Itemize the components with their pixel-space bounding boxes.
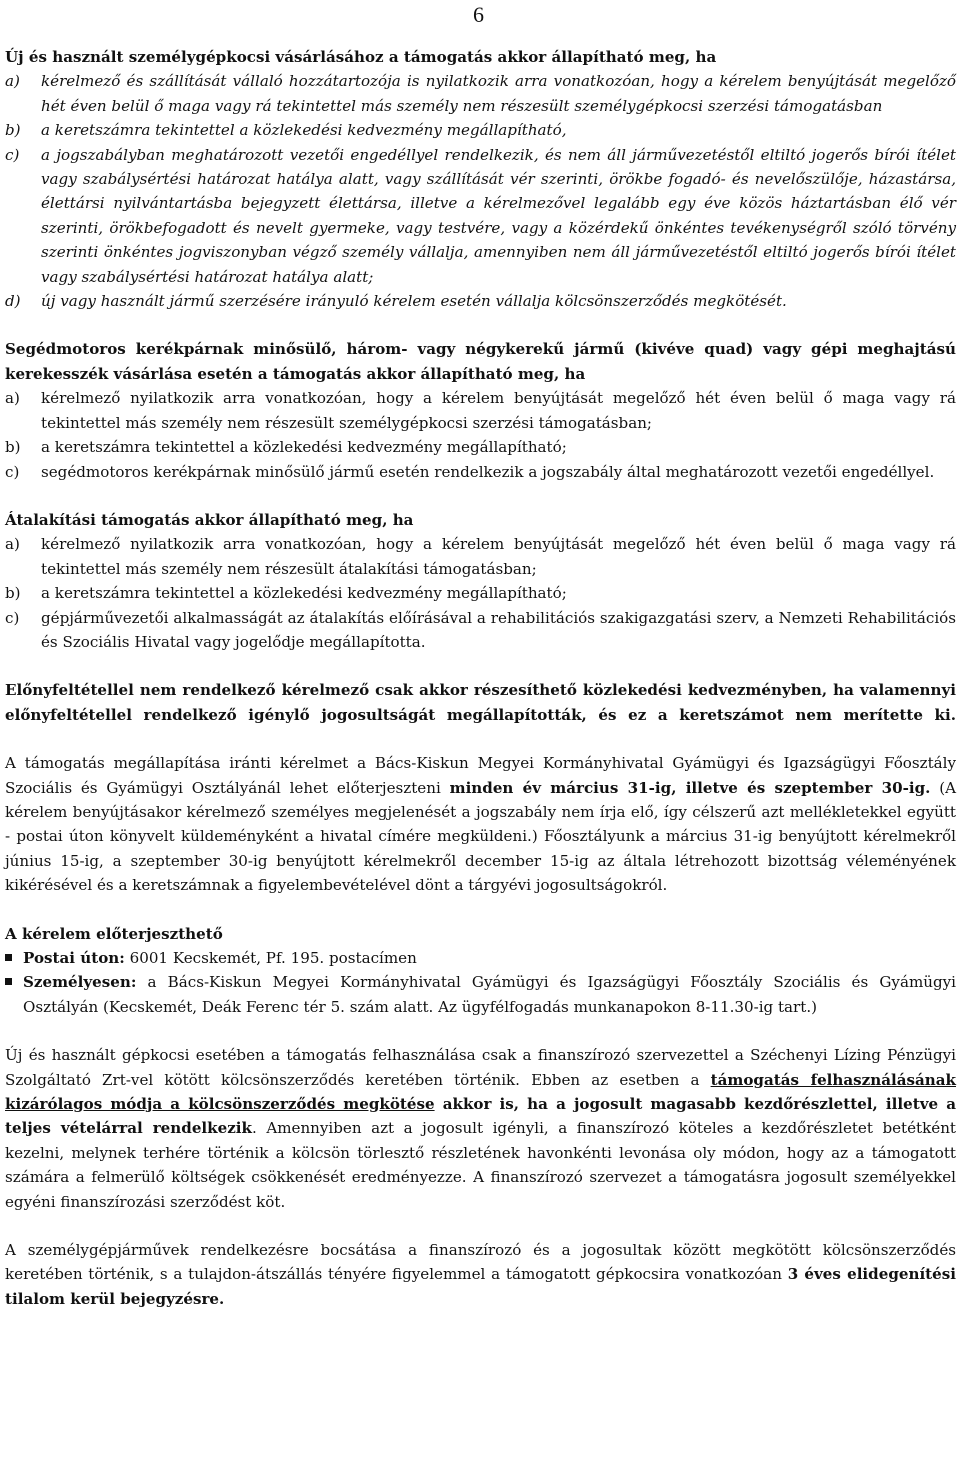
alienation-paragraph: [5, 1238, 956, 1311]
item-label: a): [5, 535, 20, 554]
bullet-label: Postai úton:: [23, 949, 125, 967]
list-item: [5, 435, 956, 459]
item-text: kérelmező nyilatkozik arra vonatkozóan, hogy a kérelem benyújtását megelőző hét éven belül ő maga vagy rá tekintettel más személy nem részesült átalakítási támogatásban;: [41, 535, 956, 578]
where-title: A kérelem előterjeszthető: [5, 924, 223, 943]
item-text: gépjárművezetői alkalmasságát az átalakítás előírásával a rehabilitációs szakigazgatási szerv, a Nemzeti Rehabilitációs és Szociális Hivatal vagy jogelődje megállapította.: [41, 608, 956, 651]
list-item: [5, 289, 956, 313]
submission-paragraph: [5, 751, 956, 897]
bullet-square-icon: [5, 970, 23, 1019]
list-item: [5, 606, 956, 655]
list-item: [5, 946, 956, 970]
list-item: [5, 143, 956, 289]
financing-paragraph: [5, 1043, 956, 1214]
bullet-label: Személyesen:: [23, 973, 137, 992]
list-item: [5, 970, 956, 1019]
item-text: segédmotoros kerékpárnak minősülő jármű esetén rendelkezik a jogszabály által meghatározott vezetői engedéllyel.: [41, 462, 935, 481]
section1-list: [5, 69, 956, 313]
item-label: c): [5, 462, 20, 481]
section3-list: [5, 532, 956, 654]
list-item: [5, 118, 956, 142]
section1-title: Új és használt személygépkocsi vásárlásához a támogatás akkor állapítható meg, ha: [5, 48, 717, 66]
item-label: d): [5, 292, 21, 311]
page-number: 6: [473, 2, 484, 27]
item-text: a keretszámra tekintettel a közlekedési kedvezmény megállapítható;: [41, 584, 567, 603]
item-label: b): [5, 438, 21, 457]
submission-deadline: minden év március 31-ig, illetve és szeptember 30-ig.: [449, 778, 931, 797]
item-label: c): [5, 608, 20, 627]
list-item: [5, 460, 956, 484]
preference-notice: Előnyfeltétellel nem rendelkező kérelmező csak akkor részesíthető közlekedési kedvezményben, ha valamennyi előnyfeltétellel rendelkező igénylő jogosultságát megállapították, és ez a keretszámot nem merítette ki.: [5, 681, 956, 724]
bullet-text: 6001 Kecskemét, Pf. 195. postacímen: [124, 949, 417, 967]
item-text: a keretszámra tekintettel a közlekedési kedvezmény megállapítható;: [41, 438, 567, 457]
item-text: a jogszabályban meghatározott vezetői engedéllyel rendelkezik, és nem áll járművezetéstől eltiltó jogerős bírói ítélet vagy szabálysértési határozat hatálya alatt, vagy szállítását vér szerinti, örökbe fogadó- és nevelőszülője, házastársa, élettársi nyilvántartásba bejegyzett élettársa, illetve a kérelmezővel legalább egy éve közös háztartásban élő vér szerinti, örökbefogadott és nevelt gyermeke, vagy testvére, vagy a közérdekű önkéntes tevékenységről szóló törvény szerinti önkéntes jogviszonyban végző személy vállalja, amennyiben nem áll járművezetéstől eltiltó jogerős bírói ítélet vagy szabálysértési határozat hatálya alatt;: [41, 145, 956, 286]
item-label: b): [5, 584, 21, 603]
section2-list: [5, 386, 956, 484]
item-text: a keretszámra tekintettel a közlekedési kedvezmény megállapítható,: [41, 121, 567, 140]
financing-text-1: Új és használt gépkocsi esetében a támogatás felhasználása csak a finanszírozó szervezettel a Széchenyi Lízing Pénzügyi Szolgáltató Zrt-vel kötött kölcsönszerződés keretében történik. Ebben az esetben a: [5, 1046, 956, 1089]
section3-title: Átalakítási támogatás akkor állapítható meg, ha: [5, 510, 414, 529]
item-text: új vagy használt jármű szerzésére irányuló kérelem esetén vállalja kölcsönszerződés megkötését.: [41, 292, 787, 311]
list-item: [5, 532, 956, 581]
list-item: [5, 386, 956, 435]
item-text: kérelmező nyilatkozik arra vonatkozóan, hogy a kérelem benyújtását megelőző hét éven belül ő maga vagy rá tekintettel más személy nem részesült személygépkocsi szerzési támogatásban;: [41, 389, 956, 432]
list-item: [5, 581, 956, 605]
financing-bold: akkor is, ha a jogosult magasabb kezdőrészlettel, illetve a teljes vételárral rendelkezik: [5, 1095, 956, 1138]
submission-text-1: A támogatás megállapítása iránti kérelmet a Bács-Kiskun Megyei Kormányhivatal Gyámügyi és Igazságügyi Főosztály Szociális és Gyámügyi Osztályánál lehet előterjeszteni: [5, 754, 956, 797]
item-label: a): [5, 389, 20, 408]
section2-title: Segédmotoros kerékpárnak minősülő, három- vagy négykerekű jármű (kivéve quad) vagy gépi meghajtású kerekesszék vásárlása esetén a támogatás akkor állapítható meg, ha: [5, 340, 956, 383]
alienation-bold: 3 éves elidegenítési tilalom kerül bejegyzésre.: [5, 1265, 956, 1308]
financing-text-2: . Amennyiben azt a jogosult igényli, a finanszírozó köteles a kezdőrészletet betétként kezelni, melynek terhére történik a kölcsön törlesztő részletének havonkénti levonása oly módon, hogy az a támogatott számára a felmerülő költségek csökkenését eredményezze. A finanszírozó szervezet a támogatásra jogosult személyekkel egyéni finanszírozási szerződést köt.: [5, 1119, 956, 1211]
bullet-text: a Bács-Kiskun Megyei Kormányhivatal Gyámügyi és Igazságügyi Főosztály Szociális és Gyámügyi Osztályán (Kecskemét, Deák Ferenc tér 5. szám alatt. Az ügyfélfogadás munkanapokon 8-11.30-ig tart.): [23, 973, 956, 1016]
submission-text-2: (A kérelem benyújtásakor kérelmező személyes megjelenését a jogszabály nem írja elő, így célszerű azt mellékletekkel együtt - postai úton könyvelt küldeményként a hivatal címére megküldeni.) Főosztályunk a március 31-ig benyújtott kérelmekről június 15-ig, a szeptember 30-ig benyújtott kérelmekről december 15-ig az általa létrehozott bizottság véleményének kikérésével és a keretszámnak a figyelembevételével dönt a tárgyévi jogosultságokról.: [5, 778, 956, 895]
item-text: kérelmező és szállítását vállaló hozzátartozója is nyilatkozik arra vonatkozóan, hogy a kérelem benyújtását megelőző hét éven belül ő maga vagy rá tekintettel más személy nem részesült személygépkocsi szerzési támogatásban: [41, 72, 956, 115]
alienation-text: A személygépjárművek rendelkezésre bocsátása a finanszírozó és a jogosultak között megkötött kölcsönszerződés keretében történik, s a tulajdon-átszállás tényére figyelemmel a támogatott gépkocsira vonatkozóan: [5, 1241, 956, 1284]
financing-underlined: támogatás felhasználásának kizárólagos módja a kölcsönszerződés megkötése: [5, 1070, 956, 1114]
item-label: c): [5, 145, 20, 164]
document-body: [5, 45, 956, 1311]
item-label: b): [5, 121, 21, 140]
list-item: [5, 69, 956, 118]
bullet-square-icon: [5, 946, 23, 970]
item-label: a): [5, 72, 20, 91]
